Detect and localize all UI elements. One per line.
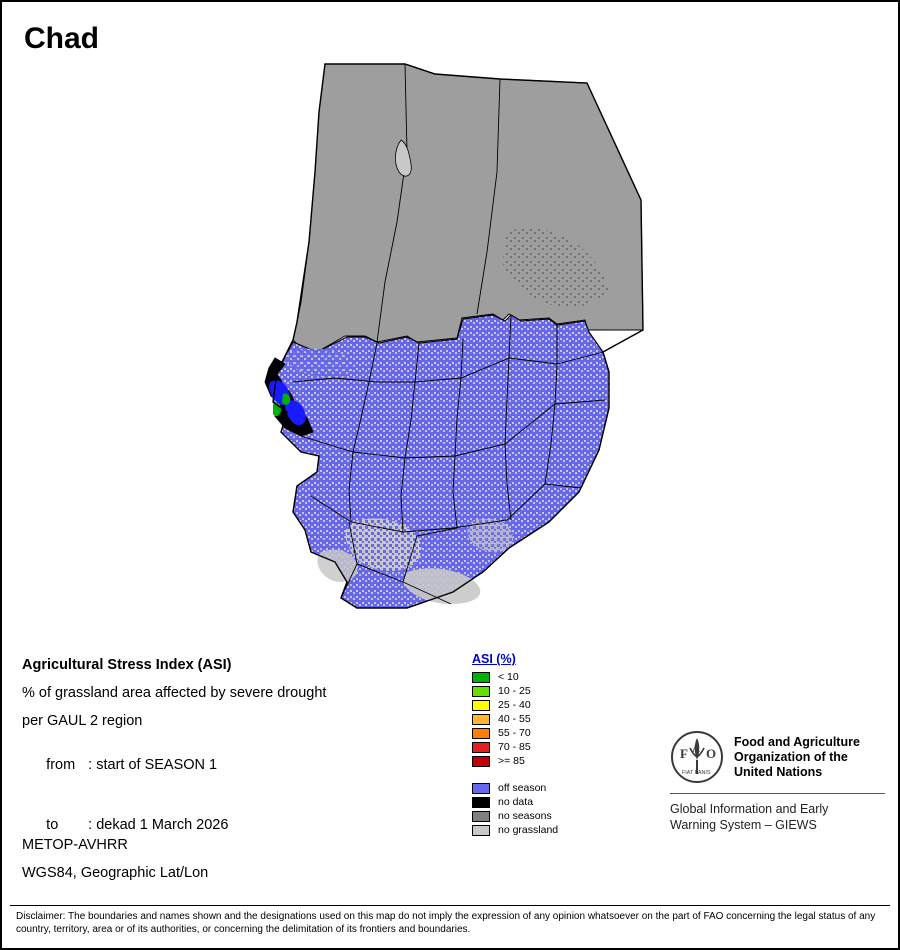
fao-branding: [670, 730, 885, 833]
sensor-source: METOP-AVHRR: [22, 837, 128, 853]
legend-item-off-season: [472, 781, 672, 795]
svg-text:FIAT PANIS: FIAT PANIS: [682, 770, 711, 776]
legend-item: [472, 698, 672, 712]
legend-item: [472, 740, 672, 754]
svg-text:F: F: [680, 746, 688, 761]
legend-swatch-icon: [472, 811, 490, 822]
legend-swatch-icon: [472, 825, 490, 836]
period-to-value: : dekad 1 March 2026: [88, 817, 229, 833]
legend-swatch-icon: [472, 797, 490, 808]
legend-item: [472, 754, 672, 768]
legend-item-no-data: [472, 795, 672, 809]
legend-swatch-icon: [472, 728, 490, 739]
legend-swatch-icon: [472, 756, 490, 767]
asi-index-title: Agricultural Stress Index (ASI): [22, 657, 232, 673]
period-from-value: : start of SEASON 1: [88, 757, 218, 773]
legend-swatch-icon: [472, 783, 490, 794]
legend-item-no-grassland: [472, 823, 672, 837]
sensor-block: [22, 837, 462, 893]
fao-logo-icon: [670, 730, 724, 784]
legend-swatch-icon: [472, 672, 490, 683]
giews-system-name: Global Information and Early Warning System – GIEWS: [670, 802, 829, 832]
fao-divider: [670, 793, 885, 794]
legend-label: 55 - 70: [498, 726, 531, 739]
legend-label: no data: [498, 795, 534, 808]
legend-label: < 10: [498, 670, 519, 683]
legend-swatch-icon: [472, 714, 490, 725]
legend-item: [472, 726, 672, 740]
period-to-label: to: [46, 817, 59, 833]
svg-text:A: A: [692, 743, 700, 755]
legend-label: 25 - 40: [498, 698, 531, 711]
asi-aggregation: per GAUL 2 region: [22, 713, 143, 729]
page-title: Chad: [24, 22, 99, 55]
legend-label: no seasons: [498, 809, 552, 822]
period-from-label: from: [46, 757, 76, 773]
fao-organization-name: Food and Agriculture Organization of the United Nations: [734, 734, 860, 779]
map-projection: WGS84, Geographic Lat/Lon: [22, 865, 209, 881]
asi-map: [257, 52, 677, 622]
map-region-north: [293, 64, 643, 352]
disclaimer-divider: [10, 905, 890, 906]
period-from: [22, 741, 462, 789]
svg-text:O: O: [706, 746, 717, 761]
map-info-block: [22, 657, 462, 861]
legend-item: [472, 684, 672, 698]
legend-label: off season: [498, 781, 547, 794]
legend-item: [472, 712, 672, 726]
legend-item: [472, 670, 672, 684]
legend-label: 40 - 55: [498, 712, 531, 725]
legend-title: ASI (%): [472, 652, 516, 666]
legend: [472, 652, 672, 837]
legend-label: >= 85: [498, 754, 525, 767]
legend-label: 70 - 85: [498, 740, 531, 753]
legend-item-no-seasons: [472, 809, 672, 823]
legend-swatch-icon: [472, 686, 490, 697]
map-region-central: [265, 315, 609, 608]
legend-swatch-icon: [472, 742, 490, 753]
legend-swatch-icon: [472, 700, 490, 711]
legend-label: 10 - 25: [498, 684, 531, 697]
asi-subtitle: % of grassland area affected by severe drought: [22, 685, 327, 701]
disclaimer-text: Disclaimer: The boundaries and names shown and the designations used on this map do not imply the expression of any opinion whatsoever on the part of FAO concerning the legal status of any country, territory, area or of its authorities, or concerning the delimitation of its frontiers and boundaries.: [16, 911, 876, 935]
legend-separator: [472, 768, 672, 781]
legend-label: no grassland: [498, 823, 559, 836]
